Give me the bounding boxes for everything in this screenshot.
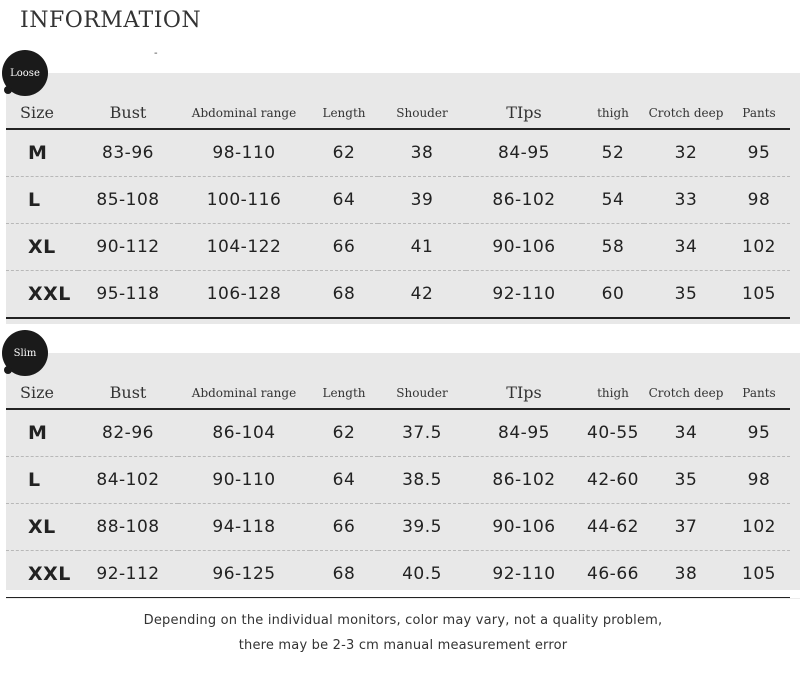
measurement-cell: 84-95 (466, 129, 582, 177)
measurement-cell: 106-128 (178, 271, 310, 319)
measurement-cell: 86-102 (466, 177, 582, 224)
measurement-cell: 84-102 (78, 457, 178, 504)
column-header: thigh (582, 97, 644, 129)
size-cell: M (6, 409, 78, 457)
page-title: INFORMATION (20, 8, 202, 33)
measurement-cell: 94-118 (178, 504, 310, 551)
table-row (6, 271, 790, 319)
measurement-cell: 62 (310, 409, 378, 457)
measurement-cell: 98 (728, 177, 790, 224)
loose-badge-label: Loose (10, 67, 40, 79)
measurement-cell: 35 (644, 271, 728, 319)
measurement-cell: 41 (378, 224, 466, 271)
size-cell: XL (6, 224, 78, 271)
measurement-cell: 95 (728, 409, 790, 457)
measurement-cell: 54 (582, 177, 644, 224)
measurement-cell: 68 (310, 271, 378, 319)
measurement-cell: 35 (644, 457, 728, 504)
column-header: Abdominal range (178, 377, 310, 409)
column-header: Pants (728, 377, 790, 409)
measurement-cell: 85-108 (78, 177, 178, 224)
measurement-cell: 34 (644, 409, 728, 457)
size-cell: L (6, 457, 78, 504)
table-row (6, 129, 790, 177)
slim-badge-label: Slim (13, 347, 37, 359)
size-cell: M (6, 129, 78, 177)
loose-badge (2, 50, 48, 96)
measurement-cell: 39 (378, 177, 466, 224)
column-header: Abdominal range (178, 97, 310, 129)
header-row (6, 97, 790, 129)
measurement-cell: 68 (310, 551, 378, 599)
table-row (6, 457, 790, 504)
measurement-cell: 96-125 (178, 551, 310, 599)
measurement-cell: 32 (644, 129, 728, 177)
badge-tail (4, 86, 12, 94)
measurement-cell: 95 (728, 129, 790, 177)
measurement-cell: 102 (728, 504, 790, 551)
table-row (6, 224, 790, 271)
column-header: Bust (78, 377, 178, 409)
column-header: Size (6, 377, 78, 409)
measurement-cell: 66 (310, 224, 378, 271)
measurement-cell: 100-116 (178, 177, 310, 224)
column-header: Shouder (378, 377, 466, 409)
measurement-cell: 102 (728, 224, 790, 271)
size-cell: XXL (6, 271, 78, 319)
measurement-cell: 40-55 (582, 409, 644, 457)
measurement-cell: 92-110 (466, 271, 582, 319)
column-header: Length (310, 377, 378, 409)
column-header: Size (6, 97, 78, 129)
header-row (6, 377, 790, 409)
disclaimer-line-2: there may be 2-3 cm manual measurement error (238, 638, 568, 653)
measurement-cell: 66 (310, 504, 378, 551)
measurement-cell: 98 (728, 457, 790, 504)
column-header: TIps (466, 97, 582, 129)
column-header: Crotch deep (644, 377, 728, 409)
measurement-cell: 92-110 (466, 551, 582, 599)
measurement-cell: 58 (582, 224, 644, 271)
measurement-cell: 104-122 (178, 224, 310, 271)
measurement-cell: 44-62 (582, 504, 644, 551)
table-row (6, 177, 790, 224)
measurement-cell: 98-110 (178, 129, 310, 177)
measurement-cell: 64 (310, 177, 378, 224)
measurement-cell: 86-102 (466, 457, 582, 504)
size-cell: XXL (6, 551, 78, 599)
column-header: Length (310, 97, 378, 129)
column-header: TIps (466, 377, 582, 409)
measurement-cell: 40.5 (378, 551, 466, 599)
slim-badge (2, 330, 48, 376)
measurement-cell: 37.5 (378, 409, 466, 457)
measurement-cell: 105 (728, 551, 790, 599)
measurement-cell: 90-106 (466, 224, 582, 271)
measurement-cell: 60 (582, 271, 644, 319)
table-row (6, 504, 790, 551)
disclaimer-note (6, 598, 800, 675)
column-header: Crotch deep (644, 97, 728, 129)
measurement-cell: 38.5 (378, 457, 466, 504)
measurement-cell: 52 (582, 129, 644, 177)
measurement-cell: 83-96 (78, 129, 178, 177)
measurement-cell: 38 (644, 551, 728, 599)
disclaimer-line-1: Depending on the individual monitors, color may vary, not a quality problem, (143, 613, 663, 628)
loose-size-table (6, 97, 790, 319)
measurement-cell: 90-112 (78, 224, 178, 271)
measurement-cell: 82-96 (78, 409, 178, 457)
size-cell: XL (6, 504, 78, 551)
measurement-cell: 37 (644, 504, 728, 551)
measurement-cell: 95-118 (78, 271, 178, 319)
measurement-cell: 46-66 (582, 551, 644, 599)
table-row (6, 409, 790, 457)
column-header: Pants (728, 97, 790, 129)
column-header: Shouder (378, 97, 466, 129)
tick-mark: - (154, 48, 158, 59)
measurement-cell: 62 (310, 129, 378, 177)
measurement-cell: 34 (644, 224, 728, 271)
badge-tail (4, 366, 12, 374)
measurement-cell: 86-104 (178, 409, 310, 457)
measurement-cell: 90-106 (466, 504, 582, 551)
table-row (6, 551, 790, 599)
measurement-cell: 42-60 (582, 457, 644, 504)
measurement-cell: 42 (378, 271, 466, 319)
measurement-cell: 39.5 (378, 504, 466, 551)
column-header: Bust (78, 97, 178, 129)
measurement-cell: 105 (728, 271, 790, 319)
measurement-cell: 88-108 (78, 504, 178, 551)
column-header: thigh (582, 377, 644, 409)
measurement-cell: 84-95 (466, 409, 582, 457)
measurement-cell: 90-110 (178, 457, 310, 504)
slim-size-table (6, 377, 790, 599)
measurement-cell: 33 (644, 177, 728, 224)
measurement-cell: 38 (378, 129, 466, 177)
measurement-cell: 64 (310, 457, 378, 504)
measurement-cell: 92-112 (78, 551, 178, 599)
size-cell: L (6, 177, 78, 224)
